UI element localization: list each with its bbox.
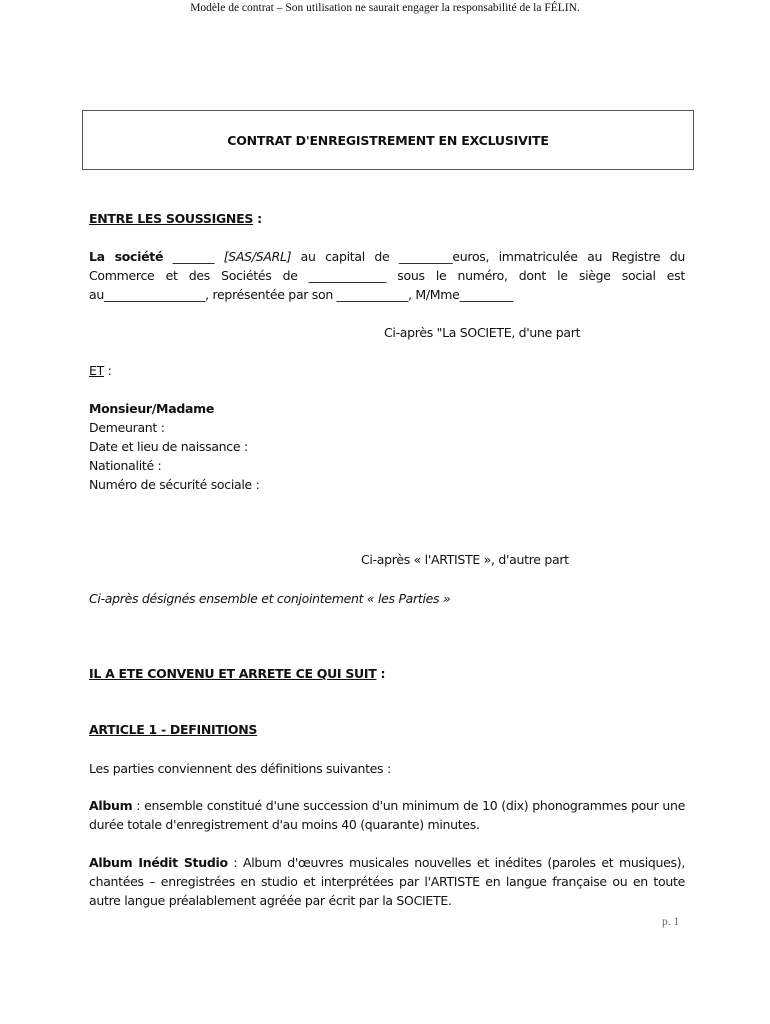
- artiste-label: Monsieur/Madame: [89, 401, 215, 416]
- definition-album: [89, 796, 685, 834]
- parties-heading-colon: :: [253, 211, 262, 226]
- societe-label: La société: [89, 249, 164, 264]
- definition-album-text: : ensemble constitué d'une succession d'un minimum de 10 (dix) phonogrammes pour une durée totale d'enregistrement d'au moins 40 (quarante) minutes.: [89, 798, 685, 832]
- artiste-field-domicile: Demeurant :: [89, 420, 165, 435]
- definition-album-inedit-studio: [89, 853, 685, 910]
- agreed-heading: IL A ETE CONVENU ET ARRETE CE QUI SUIT: [89, 666, 377, 681]
- article1-intro: Les parties conviennent des définitions suivantes :: [89, 761, 391, 776]
- agreed-heading-line: [89, 664, 685, 683]
- et-line: [89, 361, 685, 380]
- page-number: p. 1: [662, 916, 680, 928]
- artiste-block: [89, 399, 685, 494]
- parties-heading-line: [89, 209, 685, 228]
- artiste-field-social-security: Numéro de sécurité sociale :: [89, 477, 260, 492]
- page-header-disclaimer: Modèle de contrat – Son utilisation ne saurait engager la responsabilité de la FÉLIN.: [190, 2, 580, 14]
- parties-designation: Ci-après désignés ensemble et conjointement « les Parties »: [89, 591, 451, 606]
- societe-text: au capital de _________euros, immatriculée au Registre du Commerce et des Sociétés de _____________ sous le numéro, dont le siège social est au_________________, représentée par son ____________, M/Mme_________: [89, 249, 685, 302]
- societe-form: [SAS/SARL]: [223, 249, 292, 264]
- agreed-heading-colon: :: [376, 666, 386, 681]
- artiste-field-birth: Date et lieu de naissance :: [89, 439, 248, 454]
- et-label: ET: [89, 363, 104, 378]
- artiste-designation: Ci-après « l'ARTISTE », d'autre part: [361, 552, 569, 567]
- artiste-field-nationality: Nationalité :: [89, 458, 162, 473]
- et-colon: :: [103, 363, 112, 378]
- contract-title: CONTRAT D'ENREGISTREMENT EN EXCLUSIVITE: [227, 132, 549, 148]
- definition-album-inedit-studio-term: Album Inédit Studio: [89, 855, 228, 870]
- societe-paragraph: [89, 247, 685, 304]
- contract-title-box: [82, 110, 694, 170]
- article1-heading: ARTICLE 1 - DEFINITIONS: [89, 722, 258, 737]
- definition-album-term: Album: [89, 798, 133, 813]
- societe-designation: Ci-après "La SOCIETE, d'une part: [384, 325, 581, 340]
- parties-heading: ENTRE LES SOUSSIGNES: [89, 211, 254, 226]
- definition-album-inedit-studio-text: : Album d'œuvres musicales nouvelles et inédites (paroles et musiques), chantées – enregistrées en studio et interprétées par l'ARTISTE en langue française ou en toute autre langue préalablement agréée par écrit par la SOCIETE.: [89, 855, 685, 908]
- societe-blank: _______: [163, 249, 224, 264]
